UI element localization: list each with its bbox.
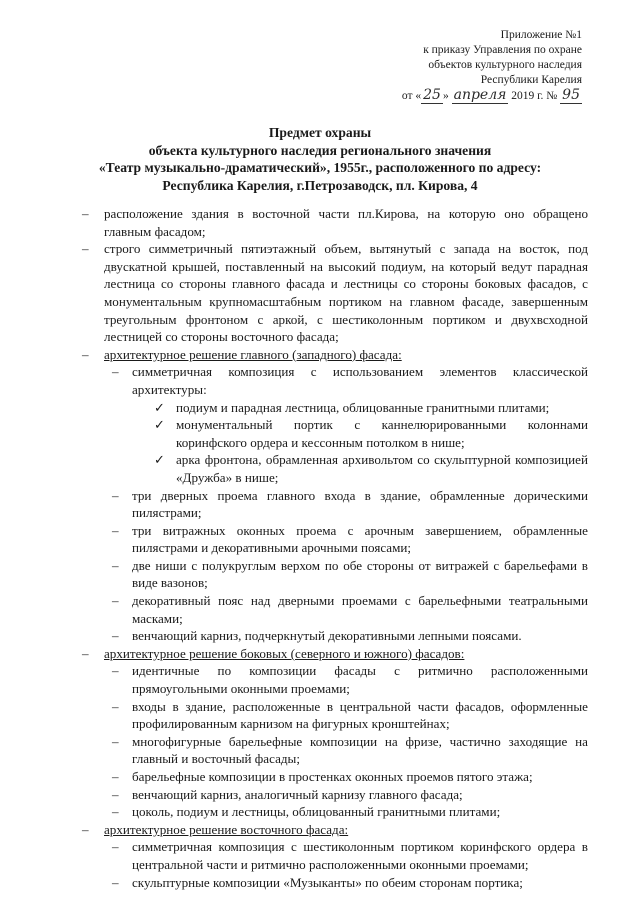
item-text: арка фронтона, обрамленная архивольтом со скульптурной композицией «Дружба» в нише; bbox=[176, 452, 588, 485]
list-item bbox=[82, 662, 588, 697]
section-heading: архитектурное решение боковых (северного и южного) фасадов: bbox=[104, 645, 465, 661]
item-text: расположение здания в восточной части пл.Кирова, на которую оно обращено главным фасадом; bbox=[104, 206, 588, 239]
dash-bullet: – bbox=[112, 487, 119, 503]
dash-bullet: – bbox=[112, 522, 119, 538]
list-item bbox=[82, 768, 588, 786]
item-text: скульптурные композиции «Музыканты» по обеим сторонам портика; bbox=[132, 874, 523, 890]
item-text: венчающий карниз, аналогичный карнизу главного фасада; bbox=[132, 786, 463, 802]
title-line-1: Предмет охраны bbox=[268, 125, 372, 140]
item-text: барельефные композиции в простенках оконных проемов пятого этажа; bbox=[132, 769, 533, 784]
handwritten-month: апреля bbox=[453, 87, 507, 103]
list-item bbox=[82, 592, 588, 627]
date-prefix: от « bbox=[401, 90, 422, 102]
item-text: монументальный портик с каннелюрированными колоннами коринфского ордера и кессонным потолком в нише; bbox=[176, 417, 588, 450]
item-text: симметричная композиция с шестиколонным портиком коринфского ордера в центральной части и ритмично расположенными оконными проемами; bbox=[132, 839, 588, 872]
date-mid: » bbox=[442, 90, 449, 102]
list-item bbox=[82, 346, 588, 364]
list-item bbox=[82, 416, 588, 451]
dash-bullet: – bbox=[112, 733, 119, 749]
title-line-2: объекта культурного наследия регионального значения bbox=[148, 142, 492, 158]
title-line-3: «Театр музыкально-драматический», 1955г., расположенного по адресу: bbox=[98, 160, 542, 175]
list-item bbox=[82, 874, 588, 892]
dash-bullet: – bbox=[112, 628, 119, 644]
list-item bbox=[82, 240, 588, 346]
dash-bullet: – bbox=[112, 804, 119, 820]
section-heading: архитектурное решение главного (западного) фасада: bbox=[104, 346, 402, 362]
dash-bullet: – bbox=[112, 364, 119, 380]
dash-bullet: – bbox=[82, 645, 89, 661]
list-item bbox=[82, 363, 588, 398]
item-text: три витражных оконных проема с арочным завершением, обрамленные пилястрами и декоративными арочными поясами; bbox=[132, 522, 588, 556]
protection-items-list bbox=[82, 205, 588, 891]
item-text: входы в здание, расположенные в центральной части фасадов, оформленные профилированным карнизом на фигурных кронштейнах; bbox=[132, 698, 588, 732]
item-text: три дверных проема главного входа в здание, обрамленные дорическими пилястрами; bbox=[132, 487, 588, 521]
order-date-line bbox=[402, 88, 582, 104]
list-item bbox=[82, 803, 588, 821]
title-line-4: Республика Карелия, г.Петрозаводск, пл. Кирова, 4 bbox=[162, 177, 478, 193]
dash-bullet: – bbox=[112, 698, 119, 714]
list-item bbox=[82, 557, 588, 592]
list-item bbox=[82, 733, 588, 768]
appendix-line-4: Республики Карелия bbox=[480, 74, 582, 86]
item-text: венчающий карниз, подчеркнутый декоративными лепными поясами. bbox=[132, 628, 522, 644]
item-text: декоративный пояс над дверными проемами с барельефными театральными масками; bbox=[132, 593, 588, 626]
checkmark-icon: ✓ bbox=[154, 417, 165, 433]
list-item bbox=[82, 698, 588, 733]
list-item bbox=[82, 522, 588, 557]
dash-bullet: – bbox=[112, 839, 119, 855]
checkmark-icon: ✓ bbox=[154, 452, 165, 468]
dash-bullet: – bbox=[112, 769, 119, 784]
appendix-line-3: объектов культурного наследия bbox=[428, 59, 582, 71]
item-text: многофигурные барельефные композиции на фризе, частично заходящие на главный и восточный фасады; bbox=[132, 733, 588, 767]
section-heading: архитектурное решение восточного фасада: bbox=[104, 821, 349, 837]
date-year: 2019 г. № bbox=[511, 90, 558, 102]
dash-bullet: – bbox=[82, 241, 89, 257]
list-item bbox=[82, 821, 588, 839]
item-text: подиум и парадная лестница, облицованные гранитными плитами; bbox=[176, 399, 550, 415]
dash-bullet: – bbox=[112, 786, 119, 802]
list-item bbox=[82, 645, 588, 663]
list-item bbox=[82, 399, 588, 417]
appendix-line-2: к приказу Управления по охране bbox=[423, 44, 582, 56]
item-text: идентичные по композиции фасады с ритмично расположенными прямоугольными оконными проемами; bbox=[132, 663, 588, 697]
dash-bullet: – bbox=[82, 821, 89, 837]
item-text: строго симметричный пятиэтажный объем, вытянутый с запада на восток, под двускатной крышей, поставленный на высокий подиум, на который ведут парадная лестница со стороны главного фасада и лестницы со стороны боковых фасадов, с монументальным крупномасштабным портиком на главном фасаде, завершенным треугольным фронтоном с аркой, с шестиколонным портиком и двухвсходной лестницей со стороны восточного фасада; bbox=[104, 241, 588, 345]
dash-bullet: – bbox=[82, 206, 89, 221]
handwritten-day: 25 bbox=[423, 87, 441, 103]
dash-bullet: – bbox=[112, 663, 119, 679]
list-item bbox=[82, 786, 588, 804]
dash-bullet: – bbox=[112, 874, 119, 890]
appendix-header bbox=[402, 28, 582, 104]
list-item bbox=[82, 838, 588, 873]
item-text: симметричная композиция с использованием элементов классической архитектуры: bbox=[132, 364, 588, 397]
item-text: цоколь, подиум и лестницы, облицованный гранитными плитами; bbox=[132, 804, 501, 820]
dash-bullet: – bbox=[112, 557, 119, 573]
document-title bbox=[60, 124, 580, 194]
list-item bbox=[82, 205, 588, 240]
checkmark-icon: ✓ bbox=[154, 399, 165, 415]
item-text: две ниши с полукруглым верхом по обе стороны от витражей с барельефами в виде вазонов; bbox=[132, 557, 588, 591]
list-item bbox=[82, 451, 588, 486]
handwritten-number: 95 bbox=[562, 87, 580, 103]
dash-bullet: – bbox=[112, 593, 119, 609]
list-item bbox=[82, 487, 588, 522]
appendix-line-1: Приложение №1 bbox=[500, 29, 582, 41]
list-item bbox=[82, 627, 588, 645]
dash-bullet: – bbox=[82, 346, 89, 362]
